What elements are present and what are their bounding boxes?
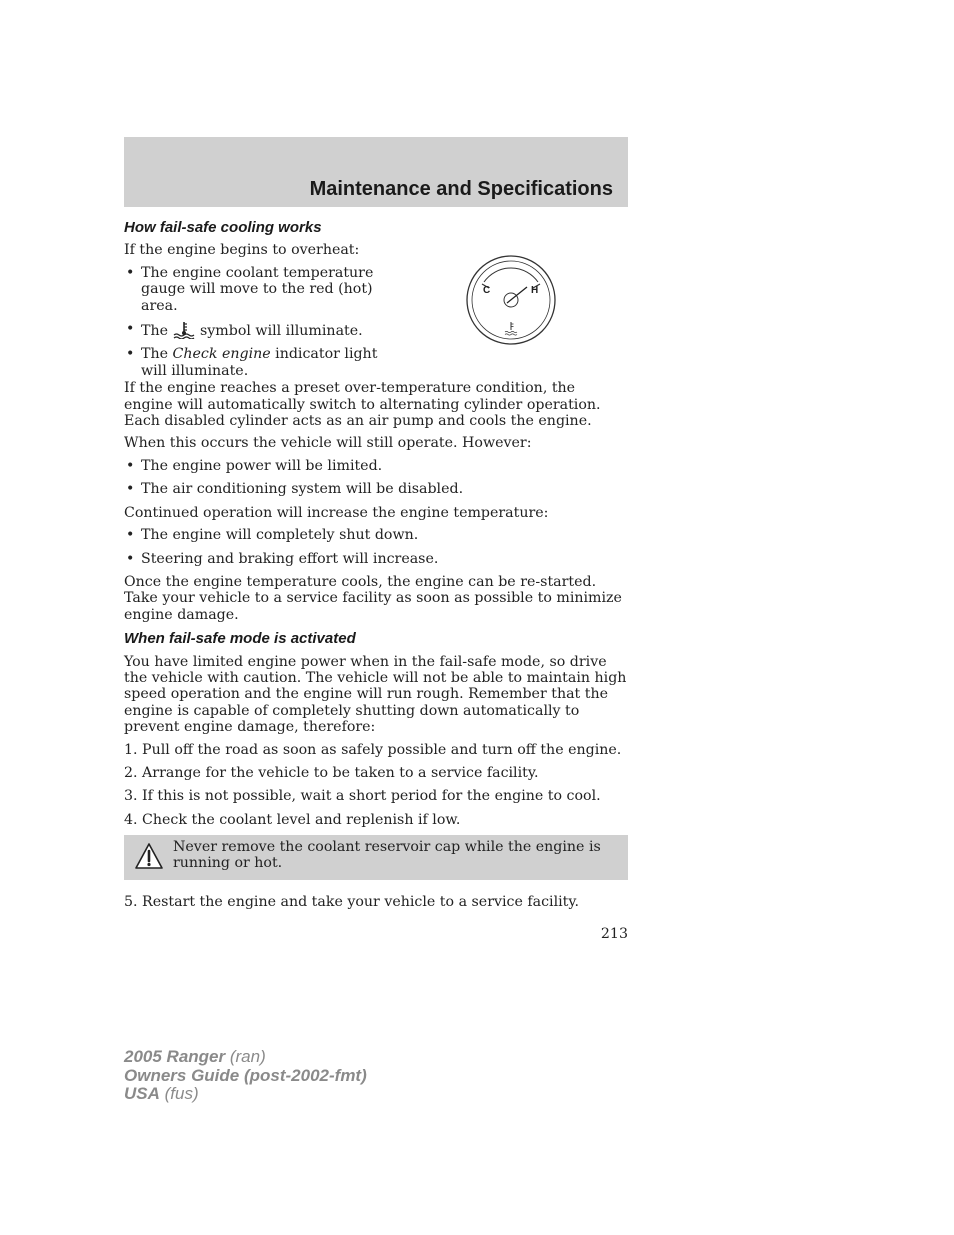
bullet-check-post: indicator light will illuminate.: [141, 346, 378, 379]
step-4: 4. Check the coolant level and replenish if low.: [124, 811, 461, 828]
page-number: 213: [600, 926, 628, 942]
warning-callout: [124, 835, 628, 880]
bullet-symbol-post: symbol will illuminate.: [200, 323, 363, 340]
footer-model-code: (ran): [229, 1047, 266, 1066]
overheat-intro: If the engine begins to overheat:: [124, 242, 360, 259]
limited-power-paragraph: You have limited engine power when in the fail-safe mode, so drive the vehicle with caution. The vehicle will not be able to maintain high speed operation and the engine will run rough. Remember that the engine is capable of completely shutting down automatically to prevent engine damage, therefore:: [124, 653, 627, 736]
bullet-gauge-red: [124, 265, 381, 314]
bullet-check-engine: [124, 346, 381, 379]
vehicle-operate-paragraph: When this occurs the vehicle will still operate. However:: [124, 435, 532, 452]
bullet-check-pre: The: [141, 346, 168, 363]
footer-model: 2005 Ranger: [124, 1047, 226, 1066]
heading-fail-safe-activated: When fail-safe mode is activated: [124, 630, 356, 648]
footer-line-2: Owners Guide (post-2002-fmt): [124, 1065, 367, 1085]
step-2: 2. Arrange for the vehicle to be taken to a service facility.: [124, 764, 539, 781]
footer-market: USA: [124, 1084, 160, 1103]
coolant-temperature-icon: [172, 321, 196, 339]
restart-paragraph: Once the engine temperature cools, the engine can be re-started. Take your vehicle to a service facility as soon as possible to minimize engine damage.: [124, 573, 622, 623]
footer-line-3: [124, 1085, 367, 1104]
footer-line-1: [124, 1048, 367, 1067]
continued-operation-paragraph: Continued operation will increase the engine temperature:: [124, 504, 549, 521]
bullet-power-limited: • The engine power will be limited.: [124, 458, 628, 474]
over-temperature-paragraph: If the engine reaches a preset over-temperature condition, the engine will automatically switch to alternating cylinder operation. Each disabled cylinder acts as an air pump and cools the engine.: [124, 380, 601, 430]
check-engine-term: Check engine: [172, 346, 271, 363]
warning-triangle-icon: [134, 842, 164, 870]
step-1: 1. Pull off the road as soon as safely possible and turn off the engine.: [124, 741, 622, 758]
document-footer: [124, 1048, 367, 1104]
temperature-gauge-illustration: [465, 254, 557, 346]
step-5: 5. Restart the engine and take your vehicle to a service facility.: [124, 894, 580, 910]
footer-market-code: (fus): [164, 1084, 199, 1103]
bullet-engine-shut-down: • The engine will completely shut down.: [124, 527, 628, 543]
step-3: 3. If this is not possible, wait a short period for the engine to cool.: [124, 788, 601, 805]
bullet-symbol-pre: The: [141, 323, 168, 340]
bullet-symbol-illuminate: [124, 321, 381, 339]
gauge-cold-label: C: [483, 285, 491, 296]
section-header-band: [124, 137, 628, 207]
gauge-hot-label: H: [531, 285, 539, 296]
section-title: Maintenance and Specifications: [309, 178, 613, 200]
heading-fail-safe-cooling: How fail-safe cooling works: [124, 219, 322, 236]
bullet-steering-braking: • Steering and braking effort will increase.: [124, 551, 628, 567]
bullet-gauge-red-text: The engine coolant temperature gauge will move to the red (hot) area.: [141, 264, 374, 314]
warning-text: Never remove the coolant reservoir cap while the engine is running or hot.: [173, 839, 601, 872]
bullet-ac-disabled: • The air conditioning system will be disabled.: [124, 481, 628, 497]
